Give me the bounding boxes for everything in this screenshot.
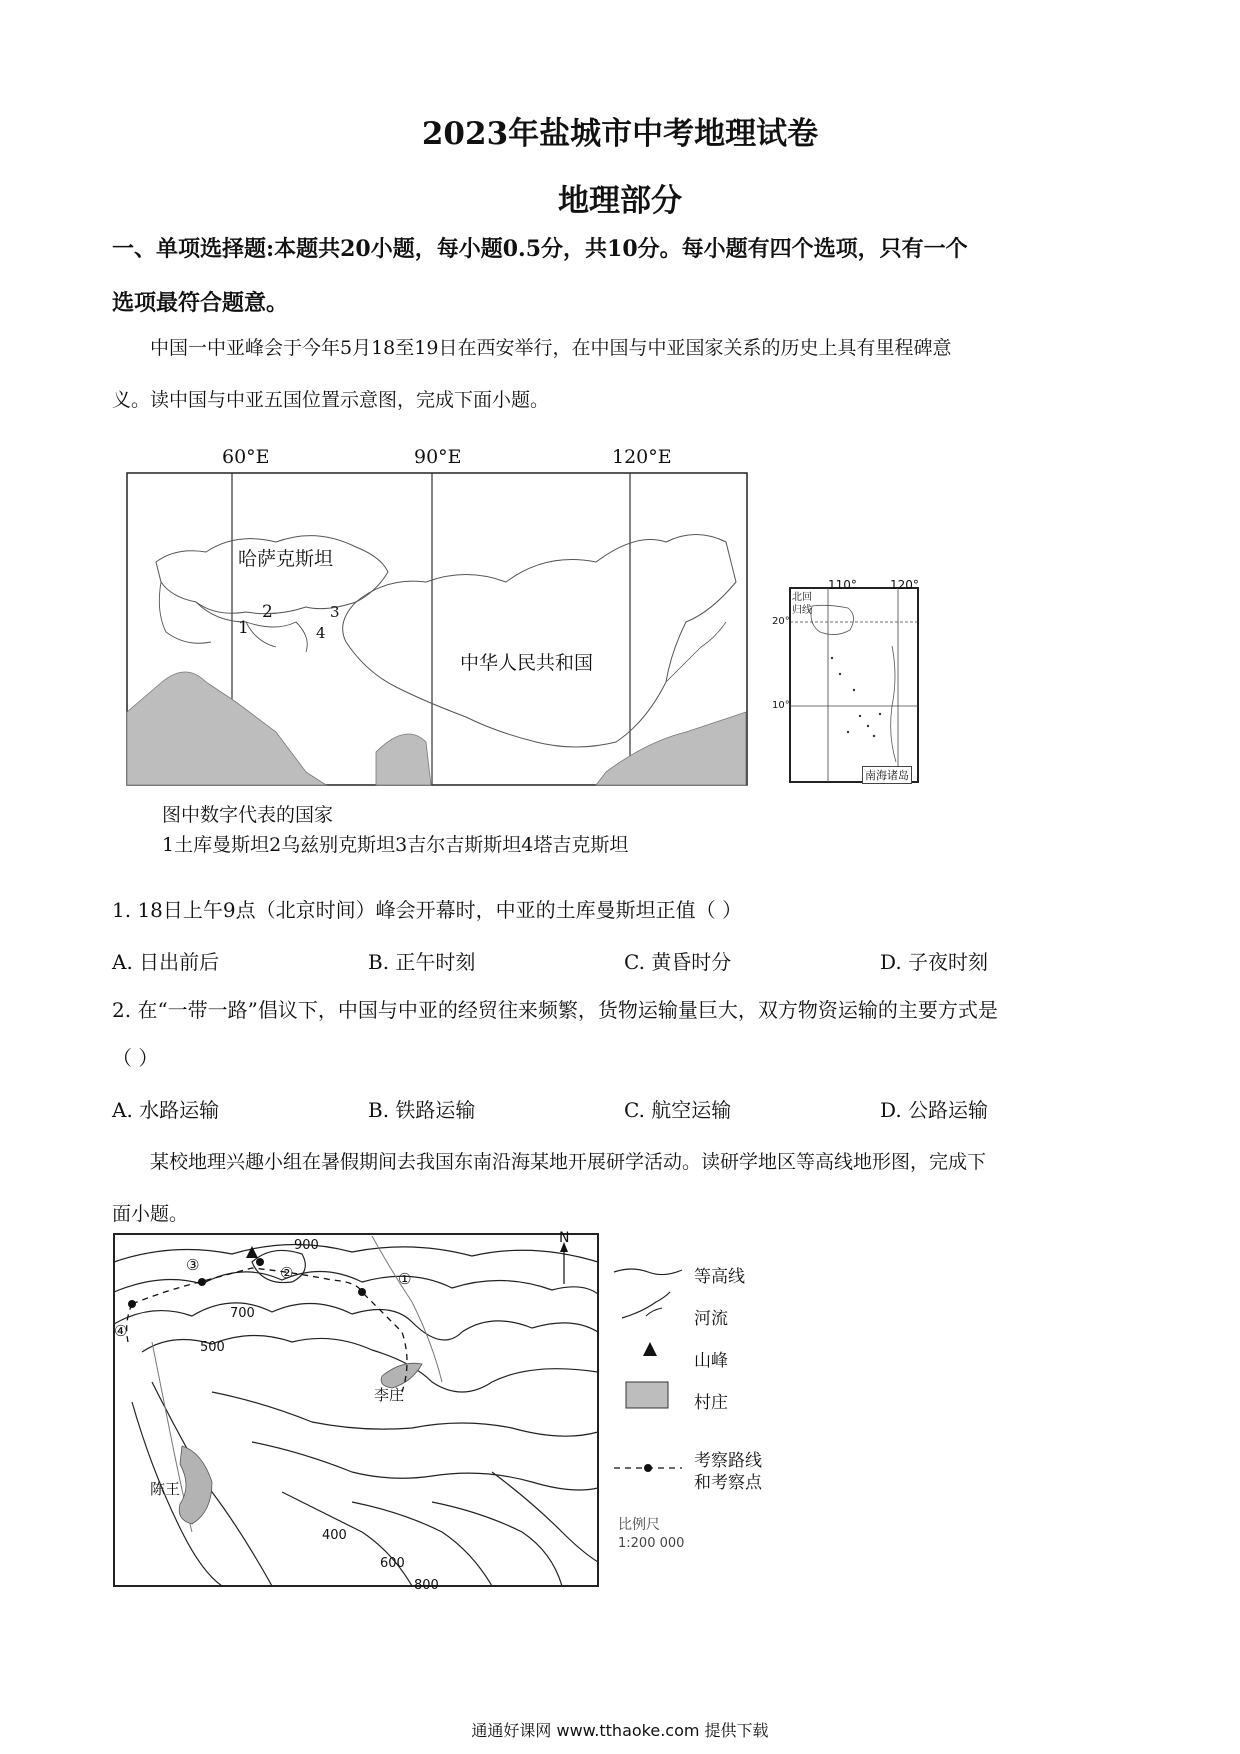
contour-label-400: 400 bbox=[322, 1528, 347, 1543]
page-title: 2023年盐城市中考地理试卷 bbox=[421, 116, 819, 152]
map1-caption-line2: 1土库曼斯坦2乌兹别克斯坦3吉尔吉斯斯坦4塔吉克斯坦 bbox=[162, 834, 629, 856]
legend-river: 河流 bbox=[694, 1309, 728, 1329]
inset-lat-10: 10° bbox=[772, 700, 790, 711]
legend-village: 村庄 bbox=[694, 1393, 728, 1413]
legend-route-2: 和考察点 bbox=[694, 1473, 762, 1493]
contour-label-900: 900 bbox=[294, 1238, 319, 1253]
lon-label-60: 60°E bbox=[222, 446, 270, 468]
contour-map bbox=[112, 1232, 600, 1588]
inset-tropic-label-2: 归线 bbox=[792, 605, 812, 616]
inset-lon-120: 120° bbox=[890, 578, 919, 592]
contour-label-500: 500 bbox=[200, 1340, 225, 1355]
china-central-asia-map bbox=[126, 472, 748, 786]
intro2-line2: 面小题。 bbox=[112, 1203, 189, 1225]
country-number-1: 1 bbox=[238, 618, 249, 638]
question-2-option-b[interactable]: B. 铁路运输 bbox=[368, 1098, 476, 1122]
lon-label-120: 120°E bbox=[612, 446, 672, 468]
inset-lon-110: 110° bbox=[828, 578, 857, 592]
country-number-2: 2 bbox=[262, 602, 273, 622]
question-1-stem: 1. 18日上午9点（北京时间）峰会开幕时，中亚的土库曼斯坦正值（ ） bbox=[112, 898, 742, 922]
question-2-option-d[interactable]: D. 公路运输 bbox=[880, 1098, 989, 1122]
legend-contour: 等高线 bbox=[694, 1267, 745, 1287]
question-1-option-c[interactable]: C. 黄昏时分 bbox=[624, 950, 732, 974]
intro2-line1: 某校地理兴趣小组在暑假期间去我国东南沿海某地开展研学活动。读研学地区等高线地形图，完成下 bbox=[150, 1151, 987, 1173]
point-label-1: ① bbox=[398, 1270, 412, 1288]
section-heading-line2: 选项最符合题意。 bbox=[112, 290, 289, 316]
point-label-4: ④ bbox=[114, 1322, 128, 1340]
question-1-option-a[interactable]: A. 日出前后 bbox=[112, 950, 220, 974]
question-2-option-c[interactable]: C. 航空运输 bbox=[624, 1098, 732, 1122]
question-1-option-d[interactable]: D. 子夜时刻 bbox=[880, 950, 989, 974]
country-number-4: 4 bbox=[316, 624, 326, 642]
contour-label-700: 700 bbox=[230, 1306, 255, 1321]
question-2-stem-cont: （ ） bbox=[112, 1046, 159, 1070]
lon-label-90: 90°E bbox=[414, 446, 462, 468]
label-kazakhstan: 哈萨克斯坦 bbox=[238, 548, 334, 570]
contour-legend-symbols bbox=[612, 1258, 686, 1482]
contour-label-800: 800 bbox=[414, 1578, 439, 1593]
legend-scale-value: 1:200 000 bbox=[618, 1536, 685, 1551]
contour-label-600: 600 bbox=[380, 1556, 405, 1571]
inset-tropic-label-1: 北回 bbox=[792, 592, 812, 603]
point-label-2: ② bbox=[280, 1264, 294, 1282]
legend-scale-label: 比例尺 bbox=[618, 1517, 660, 1533]
legend-peak: 山峰 bbox=[694, 1351, 728, 1371]
question-1-option-b[interactable]: B. 正午时刻 bbox=[368, 950, 476, 974]
north-label: N bbox=[559, 1230, 570, 1246]
country-number-3: 3 bbox=[330, 603, 340, 621]
label-china: 中华人民共和国 bbox=[460, 652, 594, 674]
village-chen-label: 陈王 bbox=[150, 1480, 181, 1498]
inset-islands-label: 南海诸岛 bbox=[862, 766, 912, 784]
village-li-label: 李庄 bbox=[374, 1386, 405, 1404]
intro1-line2: 义。读中国与中亚五国位置示意图，完成下面小题。 bbox=[112, 389, 550, 411]
page-subtitle: 地理部分 bbox=[558, 183, 682, 219]
question-2-stem: 2. 在“一带一路”倡议下，中国与中亚的经贸往来频繁，货物运输量巨大，双方物资运输的主要方式是 bbox=[112, 998, 998, 1022]
intro1-line1: 中国一中亚峰会于今年5月18至19日在西安举行，在中国与中亚国家关系的历史上具有里程碑意 bbox=[150, 337, 952, 359]
inset-lat-20: 20° bbox=[772, 616, 790, 627]
legend-route-1: 考察路线 bbox=[694, 1451, 762, 1471]
footer-text: 通通好课网 www.tthaoke.com 提供下载 bbox=[471, 1721, 769, 1740]
map1-caption-line1: 图中数字代表的国家 bbox=[162, 804, 334, 826]
section-heading-line1: 一、单项选择题:本题共20小题，每小题0.5分，共10分。每小题有四个选项，只有一个 bbox=[112, 236, 968, 262]
question-2-option-a[interactable]: A. 水路运输 bbox=[112, 1098, 220, 1122]
point-label-3: ③ bbox=[186, 1256, 200, 1274]
